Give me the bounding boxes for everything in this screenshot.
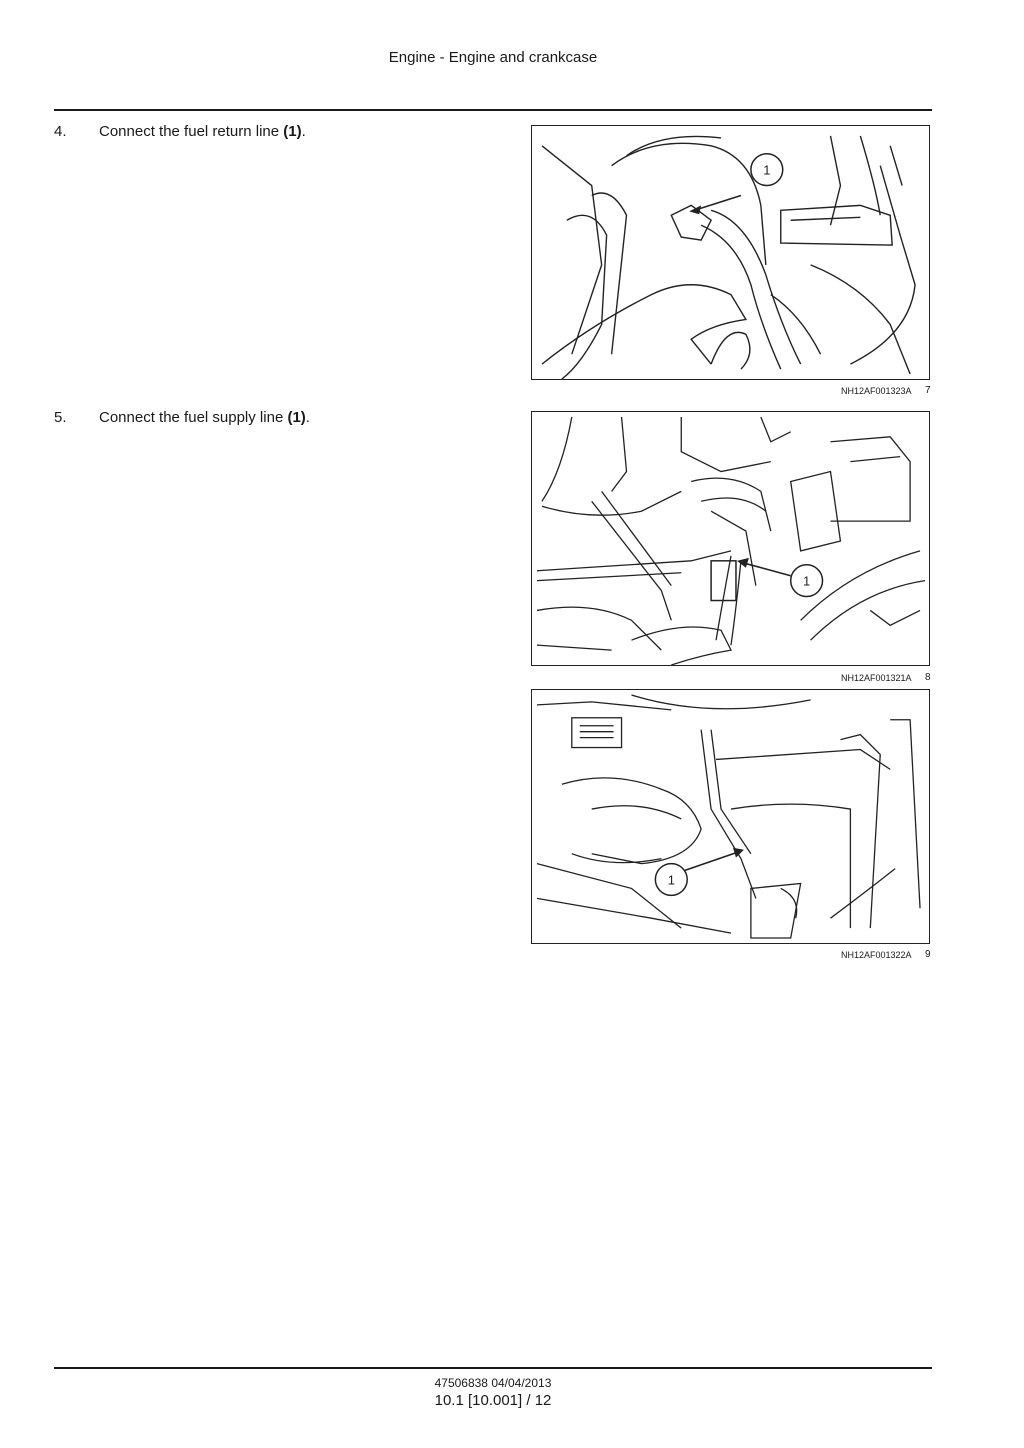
footer-doc-code: 47506838 04/04/2013 [434, 1376, 552, 1390]
step-callout-ref: (1) [283, 123, 302, 140]
callout-number: 1 [667, 872, 675, 888]
footer-rule [54, 1367, 932, 1369]
step-number: 5. [54, 409, 67, 426]
figure-ref-code: NH12AF001323A [841, 386, 912, 396]
header-rule [54, 109, 932, 111]
step-text: Connect the fuel return line (1). [99, 123, 306, 140]
footer-page-number: 10.1 [10.001] / 12 [434, 1392, 552, 1409]
figure-number: 9 [925, 949, 931, 960]
page-header-title: Engine - Engine and crankcase [388, 49, 598, 66]
step-number: 4. [54, 123, 67, 140]
figure-number: 7 [925, 385, 931, 396]
step-callout-ref: (1) [287, 409, 306, 426]
figure-7-illustration [531, 125, 930, 380]
engine-illustration-fuel-line [532, 690, 929, 943]
figure-number: 8 [925, 672, 931, 683]
figure-8-illustration [531, 411, 930, 666]
engine-illustration-fuel-supply [532, 412, 929, 665]
figure-9-illustration [531, 689, 930, 944]
callout-leader [681, 852, 739, 872]
callout-number: 1 [803, 573, 811, 589]
callout-leader [743, 563, 791, 576]
engine-illustration-fuel-return [532, 126, 929, 379]
figure-ref-code: NH12AF001321A [841, 673, 912, 683]
figure-ref-code: NH12AF001322A [841, 950, 912, 960]
callout-leader [694, 195, 741, 210]
callout-number: 1 [763, 162, 771, 178]
step-text: Connect the fuel supply line (1). [99, 409, 310, 426]
